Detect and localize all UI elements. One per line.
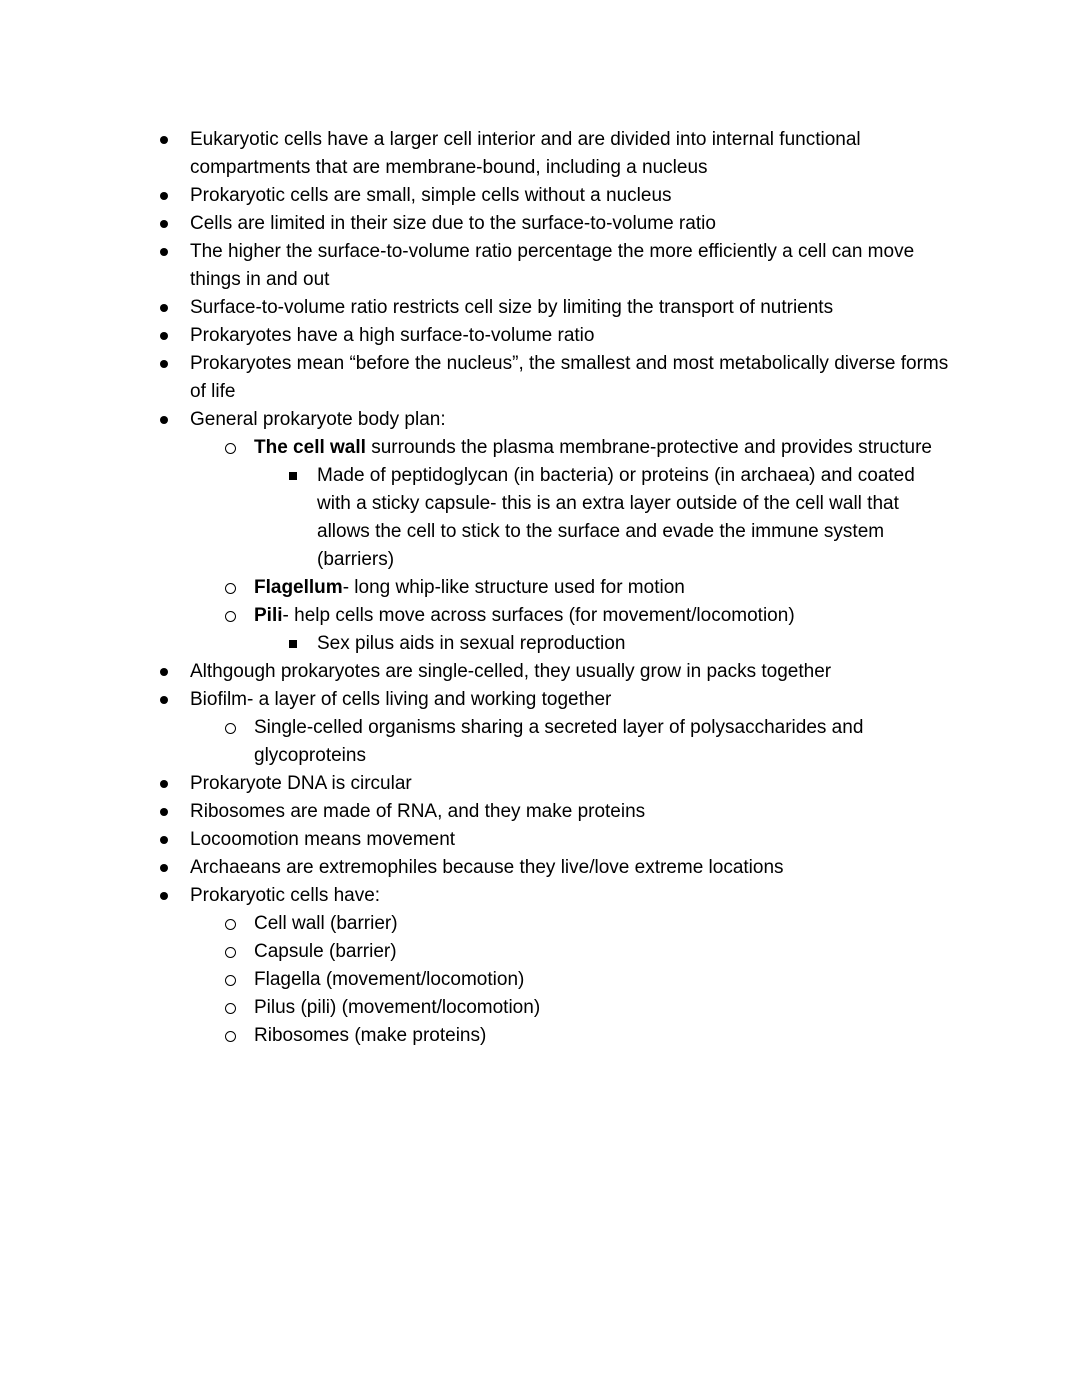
- bullet-disc-icon: [160, 686, 190, 714]
- bullet-disc-icon: [160, 220, 168, 228]
- list-item: [160, 882, 953, 910]
- list-item-text: [254, 714, 953, 770]
- list-item-segment: - help cells move across surfaces (for movement/locomotion): [282, 605, 795, 626]
- bullet-disc-icon: [160, 864, 168, 872]
- bullet-circle-icon: [225, 947, 236, 958]
- list-item-segment: Archaeans are extremophiles because they live/love extreme locations: [190, 857, 784, 878]
- bullet-circle-icon: [225, 723, 236, 734]
- bullet-circle-icon: [225, 574, 254, 602]
- bullet-circle-icon: [225, 583, 236, 594]
- list-item-segment: Cell wall (barrier): [254, 913, 398, 934]
- bullet-circle-icon: [225, 966, 254, 994]
- list-item-segment: Eukaryotic cells have a larger cell interior and are divided into internal functional compartments that are membrane-bound, including a nucleus: [190, 129, 861, 178]
- list-item-segment: Ribosomes (make proteins): [254, 1025, 487, 1046]
- bullet-disc-icon: [160, 136, 168, 144]
- list-item-segment: Prokaryotic cells are small, simple cells without a nucleus: [190, 185, 672, 206]
- bullet-circle-icon: [225, 1003, 236, 1014]
- bullet-disc-icon: [160, 696, 168, 704]
- bullet-disc-icon: [160, 416, 168, 424]
- list-item-term: The cell wall: [254, 437, 366, 458]
- list-item: [160, 406, 953, 434]
- bullet-disc-icon: [160, 836, 168, 844]
- bullet-circle-icon: [225, 611, 236, 622]
- list-item-text: [254, 434, 953, 462]
- list-item: [289, 462, 953, 574]
- list-item-text: [254, 966, 953, 994]
- list-item-text: [190, 658, 953, 686]
- list-item-text: [254, 910, 953, 938]
- list-item-term: Pili: [254, 605, 283, 626]
- list-item-text: [190, 210, 953, 238]
- bullet-disc-icon: [160, 182, 190, 210]
- list-item-text: [317, 462, 953, 574]
- bullet-disc-icon: [160, 350, 190, 378]
- list-item: [160, 126, 953, 182]
- list-item: [160, 322, 953, 350]
- notes-list: [0, 126, 953, 1050]
- list-item: [160, 658, 953, 686]
- list-item-term: Flagellum: [254, 577, 343, 598]
- list-item-segment: Prokaryote DNA is circular: [190, 773, 412, 794]
- list-item: [160, 350, 953, 406]
- bullet-disc-icon: [160, 360, 168, 368]
- list-item: [225, 602, 953, 630]
- list-item-text: [254, 602, 953, 630]
- list-item-text: [190, 882, 953, 910]
- list-item-text: [190, 686, 953, 714]
- bullet-square-icon: [289, 472, 297, 480]
- bullet-disc-icon: [160, 854, 190, 882]
- bullet-disc-icon: [160, 770, 190, 798]
- list-item-text: [190, 798, 953, 826]
- list-item-text: [254, 1022, 953, 1050]
- list-item: [160, 294, 953, 322]
- list-item-segment: Made of peptidoglycan (in bacteria) or proteins (in archaea) and coated with a sticky capsule- this is an extra layer outside of the cell wall that allows the cell to stick to the surface and evade the immune system (barriers): [317, 465, 915, 570]
- list-item-text: [190, 238, 953, 294]
- list-item: [160, 182, 953, 210]
- bullet-disc-icon: [160, 304, 168, 312]
- bullet-disc-icon: [160, 248, 168, 256]
- list-item-segment: Ribosomes are made of RNA, and they make proteins: [190, 801, 646, 822]
- list-item-segment: Flagella (movement/locomotion): [254, 969, 525, 990]
- bullet-circle-icon: [225, 443, 236, 454]
- list-item: [289, 630, 953, 658]
- list-item-text: [190, 182, 953, 210]
- list-item: [225, 938, 953, 966]
- bullet-disc-icon: [160, 882, 190, 910]
- bullet-square-icon: [289, 640, 297, 648]
- list-item: [225, 714, 953, 770]
- list-item: [225, 910, 953, 938]
- bullet-disc-icon: [160, 238, 190, 266]
- bullet-disc-icon: [160, 808, 168, 816]
- bullet-disc-icon: [160, 332, 168, 340]
- bullet-square-icon: [289, 462, 317, 490]
- bullet-circle-icon: [225, 919, 236, 930]
- bullet-disc-icon: [160, 192, 168, 200]
- bullet-disc-icon: [160, 780, 168, 788]
- list-item-text: [254, 994, 953, 1022]
- list-item-segment: Locoomotion means movement: [190, 829, 456, 850]
- list-item-text: [190, 854, 953, 882]
- bullet-disc-icon: [160, 826, 190, 854]
- list-item-segment: Prokaryotes mean “before the nucleus”, the smallest and most metabolically diverse forms of life: [190, 353, 949, 402]
- bullet-circle-icon: [225, 910, 254, 938]
- list-item-segment: surrounds the plasma membrane-protective and provides structure: [365, 437, 932, 458]
- list-item: [160, 686, 953, 714]
- list-item-text: [190, 294, 953, 322]
- bullet-circle-icon: [225, 938, 254, 966]
- list-item-segment: Prokaryotes have a high surface-to-volume ratio: [190, 325, 595, 346]
- bullet-disc-icon: [160, 406, 190, 434]
- list-item: [225, 574, 953, 602]
- list-item-segment: Single-celled organisms sharing a secreted layer of polysaccharides and glycoproteins: [254, 717, 864, 766]
- bullet-circle-icon: [225, 1031, 236, 1042]
- list-item-segment: Surface-to-volume ratio restricts cell size by limiting the transport of nutrients: [190, 297, 834, 318]
- bullet-disc-icon: [160, 658, 190, 686]
- list-item: [160, 210, 953, 238]
- list-item-segment: Cells are limited in their size due to the surface-to-volume ratio: [190, 213, 716, 234]
- list-item-segment: Pilus (pili) (movement/locomotion): [254, 997, 541, 1018]
- list-item-text: [190, 126, 953, 182]
- list-item-segment: The higher the surface-to-volume ratio percentage the more efficiently a cell can move things in and out: [190, 241, 915, 290]
- list-item-segment: - long whip-like structure used for motion: [342, 577, 685, 598]
- bullet-disc-icon: [160, 322, 190, 350]
- bullet-disc-icon: [160, 668, 168, 676]
- bullet-circle-icon: [225, 1022, 254, 1050]
- bullet-disc-icon: [160, 126, 190, 154]
- list-item-segment: General prokaryote body plan:: [190, 409, 446, 430]
- list-item-segment: Sex pilus aids in sexual reproduction: [317, 633, 626, 654]
- list-item: [160, 798, 953, 826]
- list-item-segment: Biofilm- a layer of cells living and working together: [190, 689, 612, 710]
- list-item: [160, 826, 953, 854]
- list-item: [160, 238, 953, 294]
- bullet-disc-icon: [160, 210, 190, 238]
- list-item: [225, 994, 953, 1022]
- list-item-text: [190, 770, 953, 798]
- list-item: [225, 434, 953, 462]
- bullet-square-icon: [289, 630, 317, 658]
- list-item-text: [254, 938, 953, 966]
- bullet-circle-icon: [225, 994, 254, 1022]
- list-item-text: [190, 826, 953, 854]
- bullet-disc-icon: [160, 294, 190, 322]
- list-item-text: [190, 322, 953, 350]
- list-item: [225, 1022, 953, 1050]
- bullet-disc-icon: [160, 798, 190, 826]
- list-item-segment: Althgough prokaryotes are single-celled, they usually grow in packs together: [190, 661, 832, 682]
- bullet-circle-icon: [225, 434, 254, 462]
- list-item-text: [317, 630, 953, 658]
- bullet-circle-icon: [225, 602, 254, 630]
- list-item: [225, 966, 953, 994]
- list-item-text: [254, 574, 953, 602]
- list-item-segment: Capsule (barrier): [254, 941, 397, 962]
- list-item-segment: Prokaryotic cells have:: [190, 885, 381, 906]
- bullet-circle-icon: [225, 975, 236, 986]
- list-item-text: [190, 406, 953, 434]
- list-item-text: [190, 350, 953, 406]
- list-item: [160, 854, 953, 882]
- bullet-circle-icon: [225, 714, 254, 742]
- list-item: [160, 770, 953, 798]
- bullet-disc-icon: [160, 892, 168, 900]
